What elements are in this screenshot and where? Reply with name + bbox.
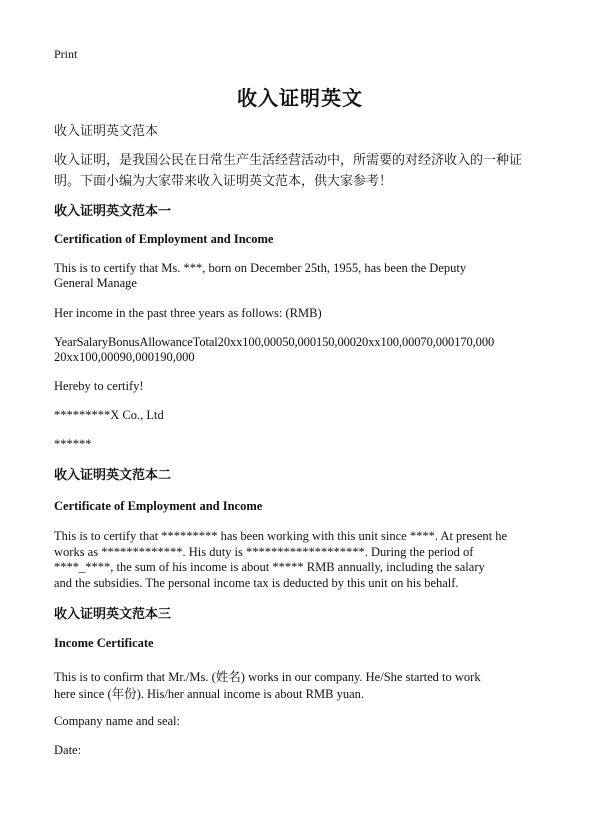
sample2-title: Certificate of Employment and Income [54, 499, 263, 513]
sample3-heading: 收入证明英文范本三 [54, 607, 172, 622]
print-link[interactable]: Print [54, 47, 78, 61]
sample2-line3: ****_****, the sum of his income is about ***** RMB annually, including the salary [54, 560, 485, 574]
page-title: 收入证明英文 [237, 86, 363, 110]
sample3-date: Date: [54, 743, 82, 757]
sample1-heading: 收入证明英文范本一 [54, 204, 172, 219]
sample2-line1: This is to certify that ********* has been working with this unit since ****. At present he [54, 529, 508, 543]
sample1-closing: Hereby to certify! [54, 379, 144, 393]
sample3-title: Income Certificate [54, 636, 154, 650]
subtitle: 收入证明英文范本 [54, 124, 159, 139]
sample3-line1: This is to confirm that Mr./Ms. (姓名) works in our company. He/She started to work [54, 670, 481, 684]
sample1-para2: Her income in the past three years as follows: (RMB) [54, 306, 322, 320]
sample3-seal: Company name and seal: [54, 714, 181, 728]
sample2-line4: and the subsidies. The personal income tax is deducted by this unit on his behalf. [54, 576, 459, 590]
sample2-heading: 收入证明英文范本二 [54, 468, 172, 483]
intro-paragraph: 收入证明，是我国公民在日常生产生活经营活动中，所需要的对经济收入的一种证明。下面小编为大家带来收入证明英文范本，供大家参考！ [54, 153, 523, 189]
sample1-stars: ****** [54, 437, 92, 451]
sample1-title: Certification of Employment and Income [54, 232, 274, 246]
sample1-para1-line2: General Manage [54, 276, 137, 290]
sample3-line2: here since (年份). His/her annual income is about RMB yuan. [54, 687, 364, 701]
sample1-table-line2: 20xx100,00090,000190,000 [54, 350, 195, 364]
sample2-line2: works as *************. His duty is *******************. During the period of [54, 545, 474, 559]
sample1-table-line1: YearSalaryBonusAllowanceTotal20xx100,00050,000150,00020xx100,00070,000170,000 [54, 335, 495, 349]
sample1-para1-line1: This is to certify that Ms. ***, born on December 25th, 1955, has been the Deputy [54, 261, 467, 275]
sample1-company: *********X Co., Ltd [54, 408, 164, 422]
